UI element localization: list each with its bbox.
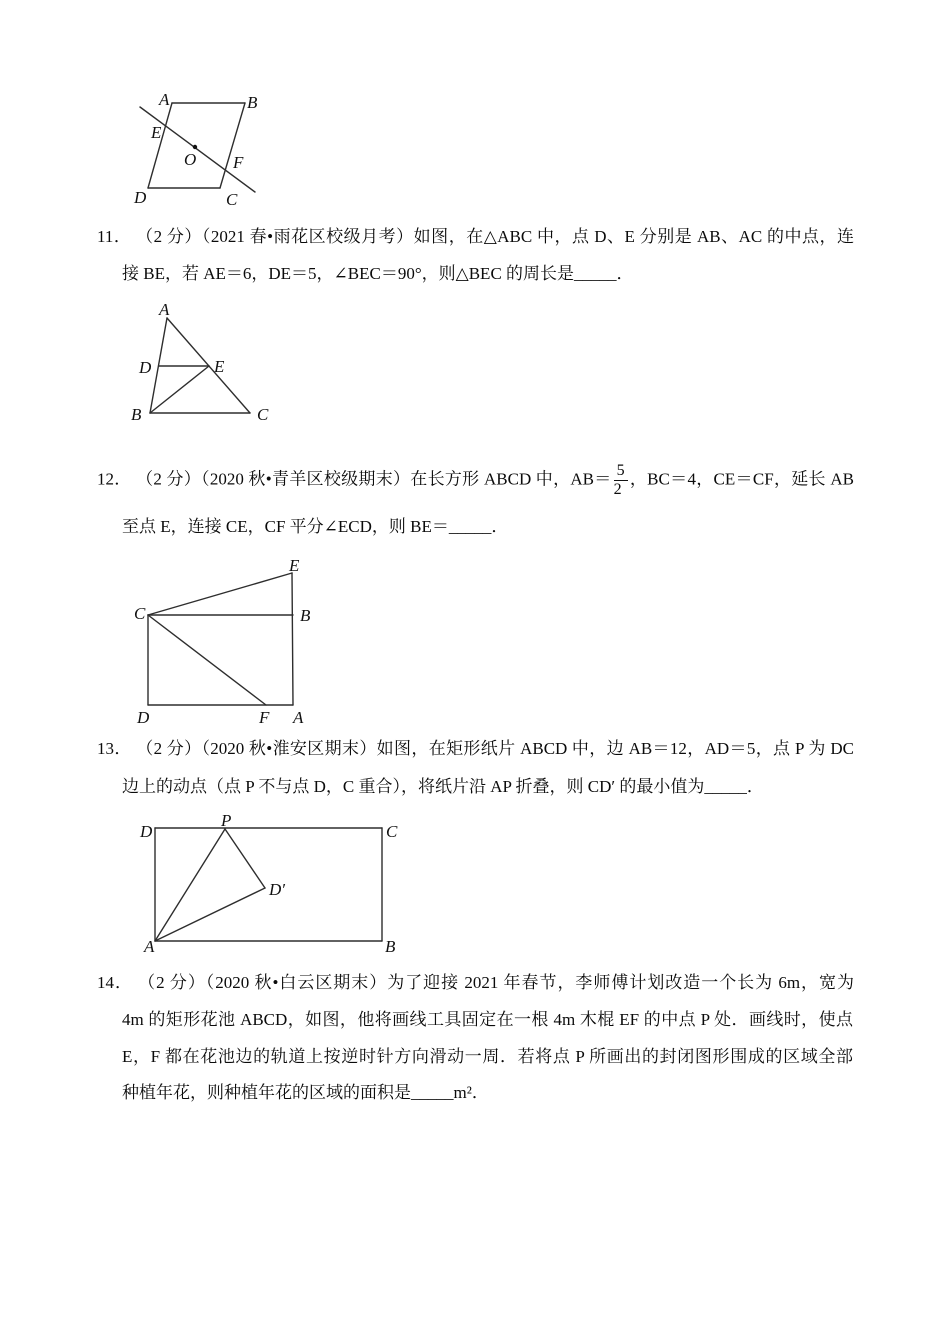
vertex-label-c: C: [226, 190, 238, 209]
problem-12-line-1: [97, 462, 854, 499]
problem-13-line-2: 边上的动点（点 P 不与点 D，C 重合），将纸片沿 AP 折叠，则 CD′ 的最小值为_____．: [122, 777, 764, 796]
problem-14-line-3: E，F 都在花池边的轨道上按逆时针方向滑动一周．若将点 P 所画出的封闭图形围成的区域全部: [122, 1047, 853, 1066]
fraction-numerator: 5: [614, 462, 628, 481]
vertex-label-e: E: [214, 357, 225, 376]
vertex-label-a: A: [159, 300, 170, 319]
vertex-label-c: C: [386, 822, 398, 841]
figure-rectangle-abcd-fold: [138, 813, 408, 963]
vertex-label-a: A: [144, 937, 155, 956]
vertex-label-d: D: [140, 822, 153, 841]
figure-rectangle-abcd-e: [132, 558, 317, 730]
problem-13-line-1: 13． （2 分）（2020 秋•淮安区期末）如图，在矩形纸片 ABCD 中，边 AB＝12，AD＝5，点 P 为 DC: [97, 739, 854, 758]
vertex-label-e: E: [289, 556, 300, 575]
segment-be: [150, 366, 209, 413]
problem-14-line-1: 14． （2 分）（2020 秋•白云区期末）为了迎接 2021 年春节，李师傅计划改造一个长为 6m，宽为: [97, 973, 854, 992]
vertex-label-b: B: [131, 405, 142, 424]
problem-11-line-1: 11． （2 分）（2021 春•雨花区校级月考）如图，在△ABC 中，点 D、E 分别是 AB、AC 的中点，连: [97, 227, 854, 246]
vertex-label-f: F: [233, 153, 244, 172]
vertex-label-p: P: [221, 811, 232, 830]
vertex-label-a: A: [159, 90, 170, 109]
segment-ce: [148, 573, 292, 615]
vertex-label-b: B: [385, 937, 396, 956]
figure-parallelogram-abcd: [110, 83, 270, 213]
vertex-label-e: E: [151, 123, 162, 142]
vertex-label-c: C: [134, 604, 146, 623]
line-eof: [140, 107, 255, 192]
vertex-label-b: B: [247, 93, 258, 112]
vertex-label-o: O: [184, 150, 197, 169]
point-o-dot: [193, 145, 197, 149]
vertex-label-a: A: [293, 708, 304, 727]
problem-14-line-4: 种植年花，则种植年花的区域的面积是_____m²．: [122, 1083, 489, 1102]
vertex-label-c: C: [257, 405, 269, 424]
problem-14-line-2: 4m 的矩形花池 ABCD，如图，他将画线工具固定在一根 4m 木棍 EF 的中点 P 处．画线时，使点: [122, 1010, 853, 1029]
figure-triangle-abc: [130, 300, 270, 428]
problem-12-line-2: 至点 E，连接 CE，CF 平分∠ECD，则 BE＝_____．: [122, 517, 509, 536]
problem-12-line-1-after: ，BC＝4，CE＝CF，延长 AB: [629, 469, 854, 489]
fraction-denominator: 2: [613, 481, 622, 498]
problem-11-line-2: 接 BE，若 AE＝6，DE＝5，∠BEC＝90°，则△BEC 的周长是_____．: [122, 264, 634, 283]
fraction-five-halves: [614, 462, 628, 499]
edge-ab-extended-to-e: [292, 573, 293, 705]
vertex-label-d: D: [137, 708, 150, 727]
vertex-label-d: D: [134, 188, 147, 207]
vertex-label-d: D: [139, 358, 152, 377]
vertex-label-f: F: [259, 708, 270, 727]
problem-12-line-1-before: 12． （2 分）（2020 秋•青羊区校级期末）在长方形 ABCD 中，AB＝: [97, 469, 612, 489]
vertex-label-b: B: [300, 606, 311, 625]
segment-pdprime: [225, 829, 265, 888]
vertex-label-dprime: D′: [269, 880, 285, 899]
segment-cf: [148, 615, 266, 705]
